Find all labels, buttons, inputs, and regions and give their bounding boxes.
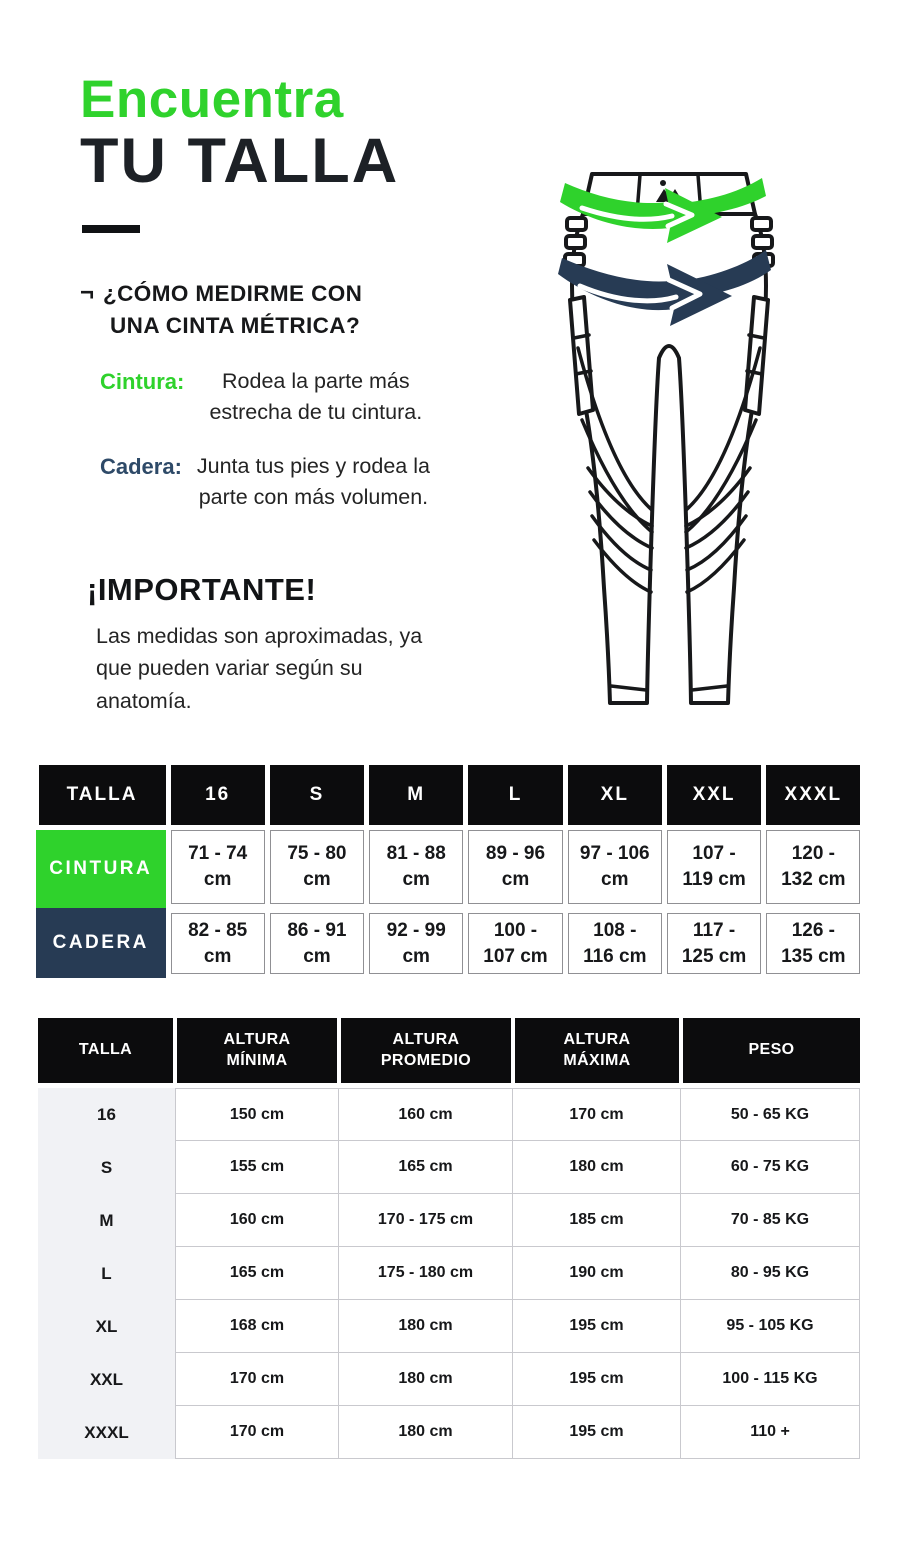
size-row-label: 16 xyxy=(38,1088,175,1141)
weight-cell: 110 + xyxy=(681,1406,860,1459)
hip-cell: 117 - 125 cm xyxy=(667,913,761,974)
table-header-cell: ALTURA MÁXIMA xyxy=(515,1018,679,1083)
height-cell: 180 cm xyxy=(513,1141,681,1194)
page-title-line1: Encuentra xyxy=(80,70,344,129)
waist-cell: 89 - 96 cm xyxy=(468,830,562,904)
table-header-cell: XL xyxy=(568,765,662,825)
height-cell: 170 cm xyxy=(175,1353,339,1406)
size-row-label: XXXL xyxy=(38,1406,175,1459)
height-cell: 155 cm xyxy=(175,1141,339,1194)
hip-instruction xyxy=(100,451,436,512)
leggings-measure-illustration xyxy=(550,158,784,718)
table-header-cell: M xyxy=(369,765,463,825)
table-header-cell: TALLA xyxy=(38,1018,173,1083)
table-header-cell: ALTURA PROMEDIO xyxy=(341,1018,511,1083)
height-cell: 175 - 180 cm xyxy=(339,1247,513,1300)
size-row-label: XL xyxy=(38,1300,175,1353)
measure-size-table xyxy=(36,765,863,978)
table-header-cell: XXXL xyxy=(766,765,860,825)
height-cell: 165 cm xyxy=(339,1141,513,1194)
height-cell: 170 cm xyxy=(175,1406,339,1459)
table-header-cell: 16 xyxy=(171,765,265,825)
weight-cell: 60 - 75 KG xyxy=(681,1141,860,1194)
size-row-label: M xyxy=(38,1194,175,1247)
hip-cell: 92 - 99 cm xyxy=(369,913,463,974)
height-cell: 160 cm xyxy=(175,1194,339,1247)
waist-cell: 97 - 106 cm xyxy=(568,830,662,904)
weight-cell: 95 - 105 KG xyxy=(681,1300,860,1353)
height-cell: 185 cm xyxy=(513,1194,681,1247)
weight-cell: 70 - 85 KG xyxy=(681,1194,860,1247)
height-cell: 168 cm xyxy=(175,1300,339,1353)
height-cell: 170 - 175 cm xyxy=(339,1194,513,1247)
height-cell: 190 cm xyxy=(513,1247,681,1300)
corner-mark: ¬ xyxy=(80,279,95,306)
hip-cell: 100 - 107 cm xyxy=(468,913,562,974)
important-text: Las medidas son aproximadas, ya que pueden variar según su anatomía. xyxy=(96,624,423,713)
size-row-label: XXL xyxy=(38,1353,175,1406)
how-to-heading-line2: UNA CINTA MÉTRICA? xyxy=(110,312,361,338)
hip-cell: 108 - 116 cm xyxy=(568,913,662,974)
waist-cell: 71 - 74 cm xyxy=(171,830,265,904)
waist-cell: 107 - 119 cm xyxy=(667,830,761,904)
hip-cell: 126 - 135 cm xyxy=(766,913,860,974)
waist-row-label: CINTURA xyxy=(36,830,166,908)
height-cell: 180 cm xyxy=(339,1406,513,1459)
height-cell: 195 cm xyxy=(513,1353,681,1406)
weight-cell: 100 - 115 KG xyxy=(681,1353,860,1406)
height-cell: 180 cm xyxy=(339,1300,513,1353)
hip-cell: 86 - 91 cm xyxy=(270,913,364,974)
weight-cell: 50 - 65 KG xyxy=(681,1088,860,1141)
title-block xyxy=(80,72,399,233)
waist-label: Cintura: xyxy=(100,369,185,394)
table-header-cell: S xyxy=(270,765,364,825)
waist-cell: 120 - 132 cm xyxy=(766,830,860,904)
waist-text: Rodea la parte más estrecha de tu cintura. xyxy=(209,369,423,424)
height-cell: 180 cm xyxy=(339,1353,513,1406)
weight-cell: 80 - 95 KG xyxy=(681,1247,860,1300)
height-cell: 150 cm xyxy=(175,1088,339,1141)
table-header-cell: L xyxy=(468,765,562,825)
height-cell: 195 cm xyxy=(513,1300,681,1353)
height-cell: 165 cm xyxy=(175,1247,339,1300)
table-header-cell: XXL xyxy=(667,765,761,825)
hip-cell: 82 - 85 cm xyxy=(171,913,265,974)
how-to-heading-line1: ¿CÓMO MEDIRME CON xyxy=(103,281,363,306)
table-header-cell: TALLA xyxy=(39,765,166,825)
important-heading: ¡IMPORTANTE! xyxy=(87,572,317,607)
table-header-cell: PESO xyxy=(683,1018,860,1083)
page-title-line2: TU TALLA xyxy=(80,125,400,196)
size-row-label: L xyxy=(38,1247,175,1300)
height-weight-table xyxy=(38,1018,860,1459)
height-cell: 160 cm xyxy=(339,1088,513,1141)
table-header-cell: ALTURA MÍNIMA xyxy=(177,1018,337,1083)
waist-instruction xyxy=(100,366,438,427)
height-cell: 195 cm xyxy=(513,1406,681,1459)
hip-row-label: CADERA xyxy=(36,908,166,978)
size-row-label: S xyxy=(38,1141,175,1194)
hip-text: Junta tus pies y rodea la parte con más volumen. xyxy=(196,454,430,509)
how-to-heading xyxy=(80,278,500,341)
how-to-measure-section xyxy=(80,278,500,341)
waist-cell: 81 - 88 cm xyxy=(369,830,463,904)
title-underline-dash xyxy=(82,225,140,233)
waist-cell: 75 - 80 cm xyxy=(270,830,364,904)
leggings-drawing xyxy=(550,158,784,718)
height-cell: 170 cm xyxy=(513,1088,681,1141)
hip-label: Cadera: xyxy=(100,454,182,479)
